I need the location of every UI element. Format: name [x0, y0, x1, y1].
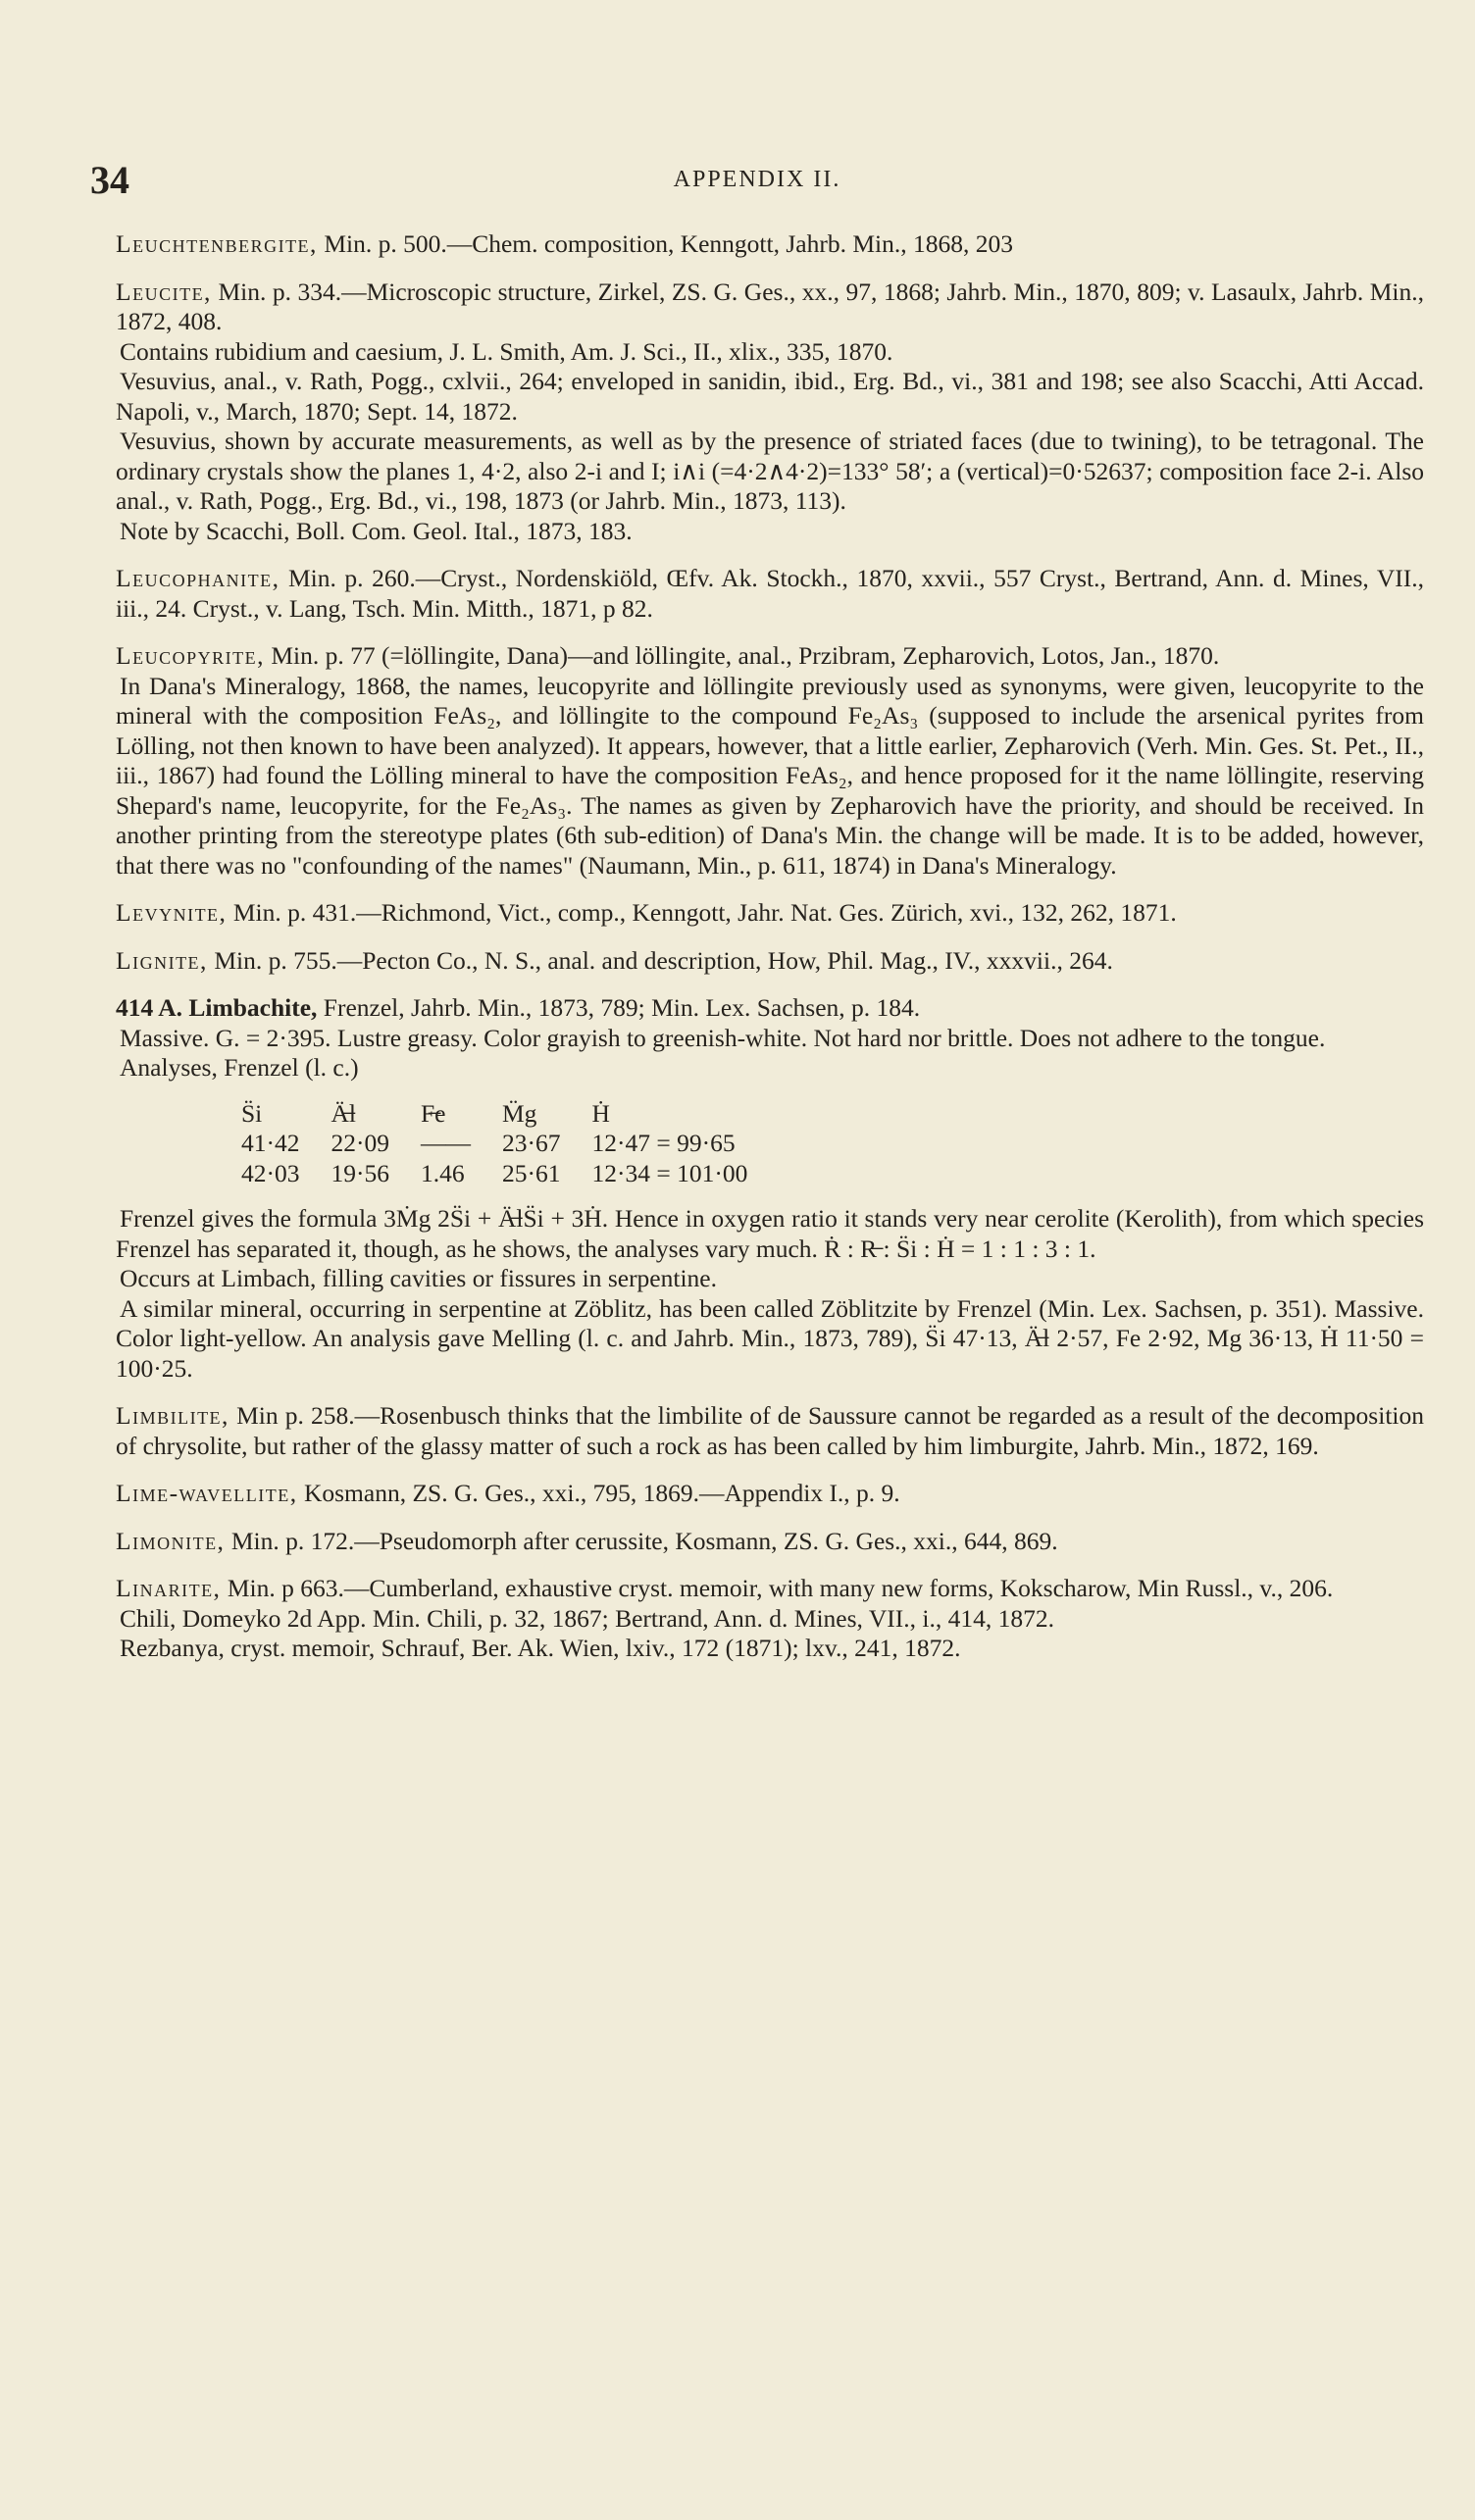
entry-limonite: [116, 1527, 1424, 1557]
entry-lignite: [116, 946, 1424, 977]
entry-name: 414 A. Limbachite,: [116, 993, 318, 1022]
table-header-cell: S̈i: [241, 1098, 263, 1128]
table-header-cell: Ḣ: [591, 1098, 610, 1128]
table-header-cell: M̈g: [502, 1098, 537, 1128]
entry-paragraph: Chili, Domeyko 2d App. Min. Chili, p. 32, 1867; Bertrand, Ann. d. Mines, VII., i., 414, 1872.: [120, 1603, 1054, 1633]
table-cell: ——: [421, 1129, 471, 1157]
page-body: [116, 229, 1424, 1664]
entry-paragraph: Frenzel gives the formula 3Ṁg 2S̈i + Ä̶lS̈i + 3Ḣ. Hence in oxygen ratio it stands very near cerolite (Kerolith), from which species Frenzel has separated it, though, as he shows, the analyses vary much. Ṙ : R̶ : S̈i : Ḣ = 1 : 1 : 3 : 1.: [116, 1204, 1424, 1263]
entry-text: Frenzel, Jahrb. Min., 1873, 789; Min. Lex. Sachsen, p. 184.: [317, 993, 921, 1022]
entry-text: Min. p. 755.—Pecton Co., N. S., anal. and description, How, Phil. Mag., IV., xxxvii., 264.: [207, 945, 1113, 975]
analysis-table: [241, 1099, 779, 1189]
entry-limbachite: [116, 993, 1424, 1384]
table-cell: 19·56: [331, 1158, 389, 1187]
table-header-cell: Ä̶l: [331, 1098, 356, 1128]
table-row: [241, 1159, 779, 1189]
entry-paragraph: Massive. G. = 2·395. Lustre greasy. Color grayish to greenish-white. Not hard nor brittle. Does not adhere to the tongue.: [120, 1023, 1326, 1052]
entry-text: Min. p. 500.—Chem. composition, Kenngott, Jahrb. Min., 1868, 203: [317, 229, 1013, 258]
page-number: 34: [90, 158, 129, 202]
entry-paragraph: A similar mineral, occurring in serpentine at Zöblitz, has been called Zöblitzite by Frenzel (Min. Lex. Sachsen, p. 351). Massive. Color light-yellow. An analysis gave Melling (l. c. and Jahrb. Min., 1873, 789), S̈i 47·13, Ä̶l 2·57, Fe 2·92, Mg 36·13, Ḣ 11·50 = 100·25.: [116, 1293, 1424, 1383]
table-cell: 12·34 = 101·00: [591, 1158, 748, 1187]
table-cell: 25·61: [502, 1158, 561, 1187]
entry-name: Leuchtenbergite,: [116, 229, 318, 258]
entry-name: Linarite,: [116, 1574, 222, 1602]
entry-name: Lignite,: [116, 945, 208, 975]
entry-text: Min. p. 77 (=löllingite, Dana)—and löllingite, anal., Przibram, Zepharovich, Lotos, Jan., 1870.: [264, 641, 1220, 670]
table-cell: 22·09: [331, 1129, 389, 1157]
entry-name: Leucopyrite,: [116, 641, 265, 670]
entry-lime-wavellite: [116, 1479, 1424, 1509]
entry-name: Leucite,: [116, 277, 212, 306]
entry-paragraph: Vesuvius, anal., v. Rath, Pogg., cxlvii., 264; enveloped in sanidin, ibid., Erg. Bd., vi., 381 and 198; see also Scacchi, Atti Accad. Napoli, v., March, 1870; Sept. 14, 1872.: [116, 367, 1424, 426]
running-title: APPENDIX II.: [673, 167, 841, 192]
entry-leuchtenbergite: [116, 229, 1424, 260]
page-header: [90, 157, 1424, 212]
table-header-cell: F̶e: [421, 1098, 446, 1128]
entry-text: Kosmann, ZS. G. Ges., xxi., 795, 1869.—Appendix I., p. 9.: [297, 1479, 900, 1507]
entry-name: Lime-wavellite,: [116, 1479, 298, 1507]
table-cell: 42·03: [241, 1158, 300, 1187]
entry-text: Min. p. 172.—Pseudomorph after cerussite, Kosmann, ZS. G. Ges., xxi., 644, 869.: [225, 1526, 1058, 1555]
table-cell: 41·42: [241, 1129, 300, 1157]
entry-text: Min. p. 260.—Cryst., Nordenskiöld, Œfv. Ak. Stockh., 1870, xxvii., 557 Cryst., Bertrand, Ann. d. Mines, VII., iii., 24. Cryst., v. Lang, Tsch. Min. Mitth., 1871, p 82.: [116, 564, 1424, 623]
entry-levynite: [116, 898, 1424, 929]
entry-text: Min. p. 334.—Microscopic structure, Zirkel, ZS. G. Ges., xx., 97, 1868; Jahrb. Min., 1870, 809; v. Lasaulx, Jahrb. Min., 1872, 408.: [116, 277, 1424, 335]
entry-name: Levynite,: [116, 898, 228, 927]
entry-leucite: [116, 277, 1424, 547]
entry-limbilite: [116, 1401, 1424, 1461]
entry-paragraph: Analyses, Frenzel (l. c.): [120, 1053, 359, 1082]
table-cell: 12·47 = 99·65: [591, 1129, 736, 1157]
entry-paragraph: Occurs at Limbach, filling cavities or fissures in serpentine.: [120, 1264, 717, 1292]
entry-paragraph: Vesuvius, shown by accurate measurements, as well as by the presence of striated faces (due to twining), to be tetragonal. The ordinary crystals show the planes 1, 4·2, also 2-i and I; i∧i (=4·2∧4·2)=133° 58′; a (vertical)=0·52637; composition face 2-i. Also anal., v. Rath, Pogg., Erg. Bd., vi., 198, 1873 (or Jahrb. Min., 1873, 113).: [116, 427, 1424, 515]
table-cell: 1.46: [421, 1158, 465, 1187]
table-cell: 23·67: [502, 1129, 561, 1157]
entry-text: Min. p. 431.—Richmond, Vict., comp., Kenngott, Jahr. Nat. Ges. Zürich, xvi., 132, 262, 1871.: [227, 898, 1177, 927]
entry-name: Limonite,: [116, 1526, 226, 1555]
entry-text: Min. p 663.—Cumberland, exhaustive cryst. memoir, with many new forms, Kokscharow, Min Russl., v., 206.: [221, 1574, 1334, 1602]
entry-linarite: [116, 1574, 1424, 1664]
entry-leucopyrite: [116, 641, 1424, 881]
entry-paragraph: In Dana's Mineralogy, 1868, the names, leucopyrite and löllingite previously used as synonyms, were given, leucopyrite to the mineral with the composition FeAs₂, and löllingite to the compound Fe₂As₃ (supposed to include the arsenical pyrites from Lölling, not then known to have been analyzed). It appears, however, that a little earlier, Zepharovich (Verh. Min. Ges. St. Pet., II., iii., 1867) had found the Lölling mineral to have the composition FeAs₂, and hence proposed for it the name löllingite, reserving Shepard's name, leucopyrite, for the Fe₂As₃. The names as given by Zepharovich have the priority, and should be received. In another printing from the stereotype plates (6th sub-edition) of Dana's Min. the change will be made. It is to be added, however, that there was no "confounding of the names" (Naumann, Min., p. 611, 1874) in Dana's Mineralogy.: [116, 671, 1424, 880]
table-row: [241, 1129, 779, 1159]
entry-name: Limbilite,: [116, 1401, 229, 1430]
entry-text: Min p. 258.—Rosenbusch thinks that the limbilite of de Saussure cannot be regarded as a result of the decomposition of chrysolite, but rather of the glassy matter of such a rock as has been called by him limburgite, Jahrb. Min., 1872, 169.: [116, 1401, 1424, 1460]
entry-leucophanite: [116, 564, 1424, 624]
entry-paragraph: Rezbanya, cryst. memoir, Schrauf, Ber. Ak. Wien, lxiv., 172 (1871); lxv., 241, 1872.: [120, 1634, 961, 1662]
entry-paragraph: Contains rubidium and caesium, J. L. Smith, Am. J. Sci., II., xlix., 335, 1870.: [120, 336, 893, 366]
entry-paragraph: Note by Scacchi, Boll. Com. Geol. Ital., 1873, 183.: [120, 516, 633, 545]
entry-name: Leucophanite,: [116, 564, 280, 592]
table-header-row: [241, 1099, 779, 1130]
